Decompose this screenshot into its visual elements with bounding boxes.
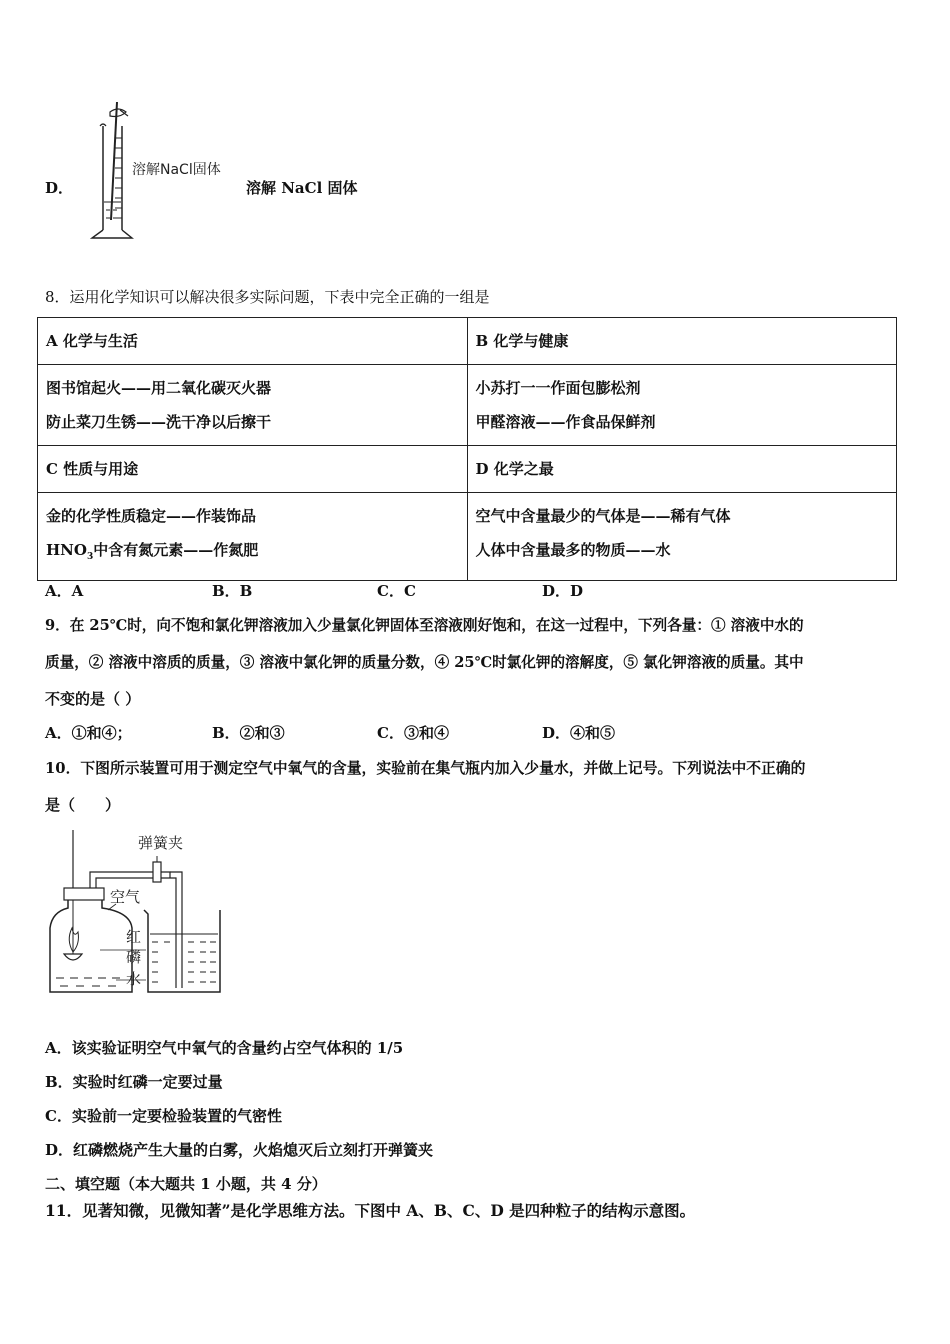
q9-option-c[interactable]: C．③和④: [377, 724, 449, 742]
q10-option-d[interactable]: D．红磷燃烧产生大量的白雾，火焰熄灭后立刻打开弹簧夹: [45, 1141, 434, 1159]
q9-option-a[interactable]: A．①和④；: [45, 724, 132, 742]
q8-c-line-2: [46, 533, 459, 574]
q10-line-2: 是（ ）: [45, 796, 121, 814]
q8-cell-c-body: [38, 493, 468, 581]
q10-option-c[interactable]: C．实验前一定要检验装置的气密性: [45, 1107, 282, 1125]
q9-line-1: 9．在 25℃时，向不饱和氯化钾溶液加入少量氯化钾固体至溶液刚好饱和，在这一过程中，下列各量：① 溶液中水的: [45, 617, 804, 634]
q9-line-2: 质量，② 溶液中溶质的质量，③ 溶液中氯化钾的质量分数，④ 25℃时氯化钾的溶解度，⑤ 氯化钾溶液的质量。其中: [45, 654, 804, 671]
q7-option-d-label: D．: [45, 179, 74, 197]
q8-c-line-2-text: 中含有氮元素——作氮肥: [93, 541, 259, 559]
q8-b-line-1: 小苏打一一作面包膨松剂: [475, 379, 641, 397]
q11-line-1: 11．见著知微，见微知著”是化学思维方法。下图中 A、B、C、D 是四种粒子的结构示意图。: [45, 1201, 696, 1220]
q8-d-line-1: 空气中含量最少的气体是——稀有气体: [475, 507, 731, 525]
q10-option-b[interactable]: B．实验时红磷一定要过量: [45, 1073, 223, 1091]
q10-option-a[interactable]: A．该实验证明空气中氧气的含量约占空气体积的 1/5: [45, 1039, 404, 1057]
hno3-subscript: 3: [86, 552, 94, 562]
red-phosphorus-label-2: 磷: [126, 948, 142, 966]
section-2-title: 二、填空题（本大题共 1 小题，共 4 分）: [45, 1175, 327, 1193]
q8-b-line-2: 甲醛溶液——作食品保鲜剂: [475, 413, 656, 431]
oxygen-measurement-apparatus: [40, 828, 230, 998]
hno3-formula: HNO: [46, 541, 87, 559]
q9-option-b[interactable]: B．②和③: [212, 724, 285, 742]
q9-line-3: 不变的是（ ）: [45, 690, 141, 708]
q8-option-b[interactable]: B．B: [212, 582, 253, 600]
q8-cell-d-header: D 化学之最: [467, 446, 897, 493]
q8-a-line-1: 图书馆起火——用二氧化碳灭火器: [46, 379, 272, 397]
q9-option-d[interactable]: D．④和⑤: [542, 724, 616, 742]
q8-option-a[interactable]: A．A: [45, 582, 84, 600]
q8-option-c[interactable]: C．C: [377, 582, 416, 600]
q8-cell-c-header: C 性质与用途: [38, 446, 468, 493]
q8-option-d[interactable]: D．D: [542, 582, 584, 600]
q10-line-1: 10．下图所示装置可用于测定空气中氧气的含量，实验前在集气瓶内加入少量水，并做上记号。下列说法中不正确的: [45, 760, 806, 777]
q8-cell-a-body: [38, 365, 468, 446]
q8-a-line-2: 防止菜刀生锈——洗干净以后擦干: [46, 413, 272, 431]
q7-option-d-caption: 溶解 NaCl 固体: [246, 179, 358, 197]
graduated-cylinder-figure: [80, 98, 250, 243]
red-phosphorus-label-1: 红: [126, 928, 142, 946]
q8-cell-b-header: B 化学与健康: [467, 318, 897, 365]
q8-table: [37, 317, 897, 581]
q8-cell-a-header: A 化学与生活: [38, 318, 468, 365]
air-label: 空气: [110, 888, 141, 906]
q8-stem: 8．运用化学知识可以解决很多实际问题，下表中完全正确的一组是: [45, 288, 490, 306]
q8-d-line-2: 人体中含量最多的物质——水: [475, 541, 671, 559]
q8-c-line-1: 金的化学性质稳定——作装饰品: [46, 507, 257, 525]
clip-label: 弹簧夹: [138, 834, 184, 852]
q8-cell-d-body: [467, 493, 897, 581]
water-label: 水: [126, 970, 142, 988]
cylinder-figure-label: 溶解NaCl固体: [132, 162, 221, 178]
q8-cell-b-body: [467, 365, 897, 446]
